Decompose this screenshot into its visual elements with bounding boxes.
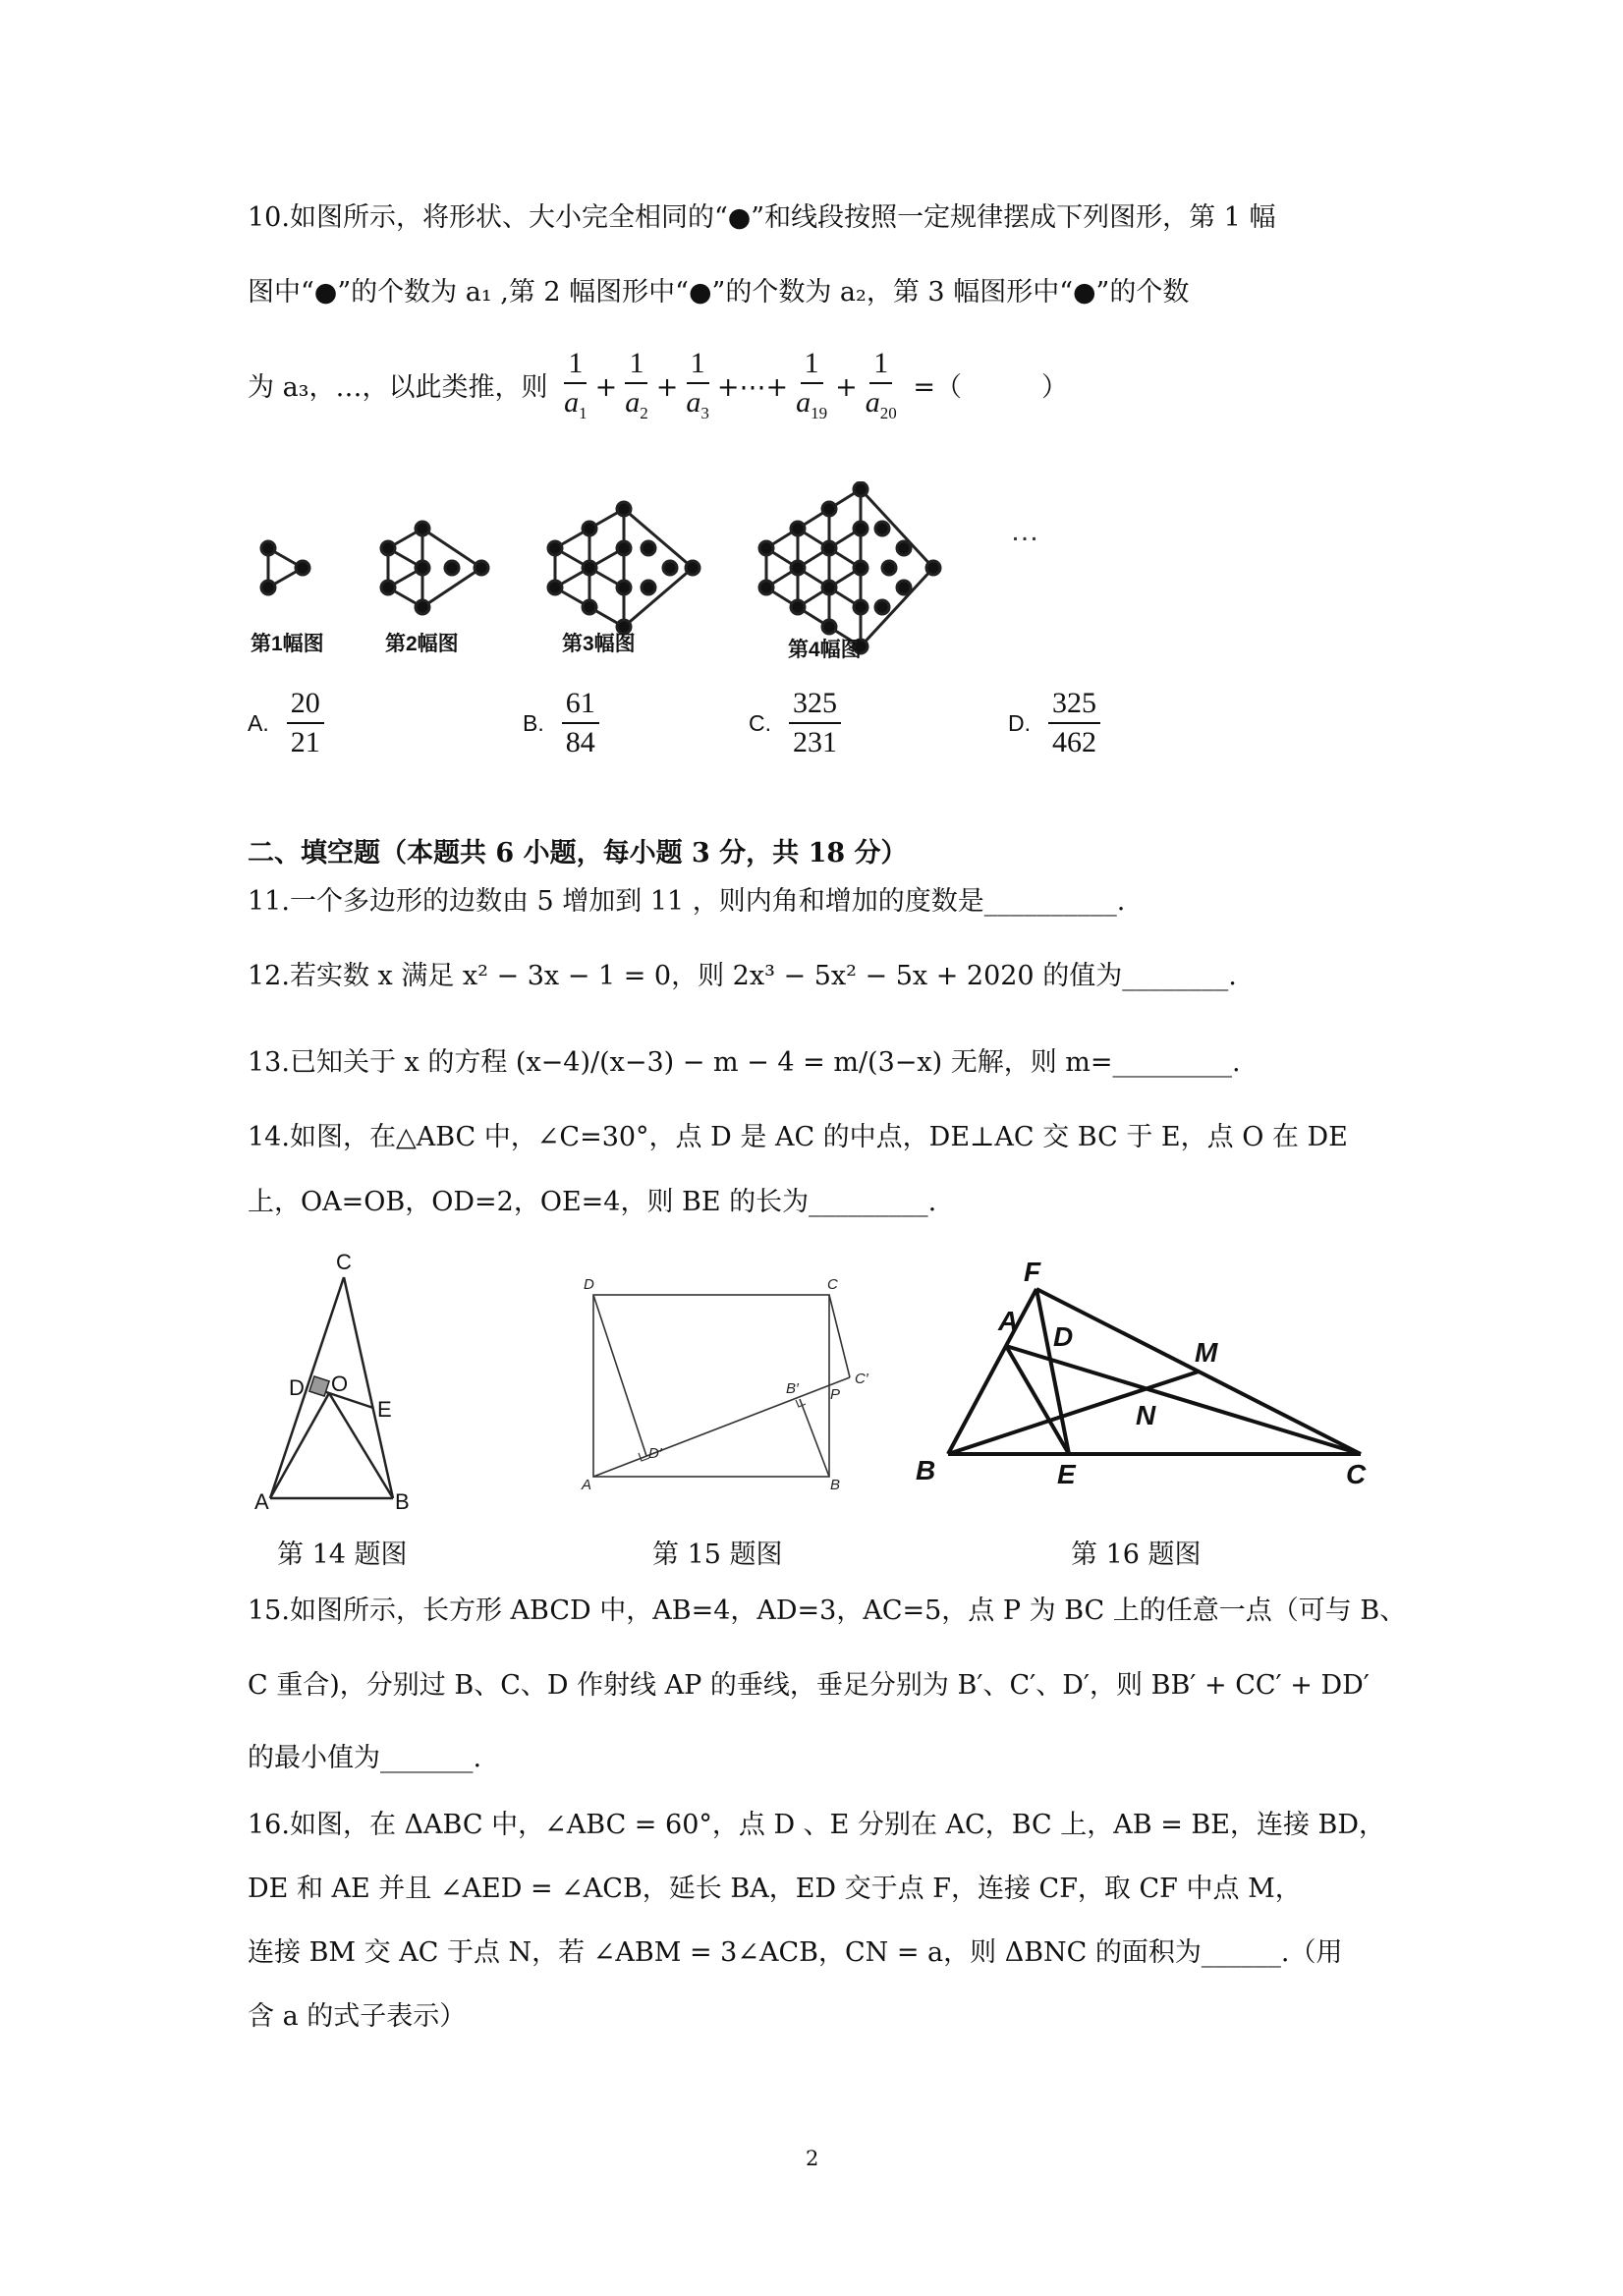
- section-title: 二、填空题（本题共 6 小题，每小题 3 分，共 18 分）: [248, 838, 908, 868]
- fig15-label-d: D: [584, 1276, 594, 1293]
- fig16-label-f: F: [1024, 1257, 1041, 1287]
- figure-2: [381, 522, 488, 614]
- fig15-caption: 第 15 题图: [652, 1540, 783, 1570]
- option-c-num: 325: [789, 688, 841, 724]
- option-d-label: D.: [1008, 709, 1031, 736]
- option-c[interactable]: [749, 688, 845, 758]
- fig16-label-c: C: [1346, 1459, 1367, 1489]
- fig16-label-b: B: [916, 1455, 936, 1485]
- fig14-label-c: C: [336, 1250, 352, 1274]
- page-number: 2: [806, 2147, 819, 2170]
- q13-text: 13.已知关于 x 的方程 (x−4)/(x−3) − m − 4 = m/(3−x) 无解，则 m=_________.: [248, 1047, 1241, 1078]
- option-b-den: 84: [565, 726, 595, 758]
- fig14-label-a: A: [254, 1489, 269, 1513]
- figure-14: [246, 1248, 442, 1513]
- fig15-label-c-prime: C′: [855, 1371, 868, 1387]
- option-d-den: 462: [1052, 726, 1096, 758]
- sum-term-20: $\frac{1}{a_{20}}$: [865, 347, 897, 422]
- q10-line1: 10.如图所示，将形状、大小完全相同的“●”和线段按照一定规律摆成下列图形，第 1 幅: [248, 202, 1276, 233]
- fig15-label-b: B: [830, 1477, 841, 1493]
- sum-term-19: $\frac{1}{a_{19}}$: [796, 347, 828, 422]
- q14-line1: 14.如图，在△ABC 中，∠C=30°，点 D 是 AC 的中点，DE⊥AC 交 BC 于 E，点 O 在 DE: [248, 1122, 1348, 1152]
- ellipsis: …: [1010, 515, 1039, 547]
- option-d[interactable]: [1008, 688, 1104, 758]
- figure-label-1: 第1幅图: [251, 633, 324, 655]
- fig14-caption: 第 14 题图: [277, 1540, 408, 1570]
- option-b-num: 61: [562, 688, 599, 724]
- figure-1: [261, 541, 309, 594]
- option-c-den: 231: [793, 726, 837, 758]
- q12-text: 12.若实数 x 满足 x² − 3x − 1 = 0，则 2x³ − 5x² − 5x + 2020 的值为________.: [248, 961, 1237, 991]
- sum-term-1: $\frac{1}{a_1}$: [564, 347, 588, 422]
- q10-line3-suffix: =（ ）: [913, 372, 1068, 403]
- q16-line1: 16.如图，在 ΔABC 中，∠ABC = 60°，点 D 、E 分别在 AC，BC 上，AB = BE，连接 BD，: [248, 1810, 1386, 1840]
- option-a-den: 21: [290, 726, 320, 758]
- q10-dot-figures: [246, 481, 1061, 678]
- fig14-label-d: D: [289, 1375, 305, 1400]
- figure-label-2: 第2幅图: [385, 633, 459, 655]
- q10-line2: 图中“●”的个数为 a₁ ,第 2 幅图形中“●”的个数为 a₂，第 3 幅图形中“●”的个数: [248, 277, 1190, 308]
- figure-15: [570, 1267, 904, 1503]
- figure-3: [548, 502, 700, 634]
- option-a-label: A.: [248, 709, 269, 736]
- fig16-label-n: N: [1136, 1400, 1156, 1430]
- fig16-label-a: A: [998, 1306, 1019, 1336]
- figure-16: [904, 1248, 1395, 1503]
- q11-text: 11.一个多边形的边数由 5 增加到 11 ，则内角和增加的度数是__________.: [248, 886, 1126, 917]
- fig16-label-m: M: [1195, 1337, 1218, 1368]
- fig14-label-e: E: [377, 1397, 392, 1422]
- fig15-label-a: A: [582, 1477, 592, 1493]
- option-a-num: 20: [287, 688, 324, 724]
- fig16-caption: 第 16 题图: [1071, 1540, 1202, 1570]
- sum-term-3: $\frac{1}{a_3}$: [686, 347, 709, 422]
- q16-line2: DE 和 AE 并且 ∠AED = ∠ACB，延长 BA，ED 交于点 F，连接 CF，取 CF 中点 M，: [248, 1874, 1302, 1904]
- fig15-label-d-prime: D′: [648, 1445, 662, 1462]
- fig15-label-p: P: [830, 1386, 841, 1403]
- q15-line2: C 重合)，分别过 B、C、D 作射线 AP 的垂线，垂足分别为 B′、C′、D′，则 BB′ + CC′ + DD′: [248, 1670, 1370, 1701]
- option-b-label: B.: [523, 709, 544, 736]
- option-c-label: C.: [749, 709, 771, 736]
- q16-line4: 含 a 的式子表示）: [248, 2001, 467, 2032]
- fig16-label-d: D: [1053, 1321, 1074, 1352]
- option-b[interactable]: [523, 688, 603, 758]
- fig15-label-b-prime: B′: [786, 1380, 799, 1397]
- fig15-label-c: C: [827, 1276, 838, 1293]
- q10-line3: 为 a₃，…，以此类推，则 $\frac{1}{a_1}$ + $\frac{1}{a_2}$ + $\frac{1}{a_3}$ +⋯+ $\frac{1}{a_{19}}$ + $\frac{1}{a_{20}}$ =（ ）: [248, 348, 1068, 429]
- sum-term-2: $\frac{1}{a_2}$: [625, 347, 648, 422]
- fig14-label-b: B: [395, 1489, 410, 1513]
- q10-line3-prefix: 为 a₃，…，以此类推，则: [248, 372, 548, 403]
- q14-line2: 上，OA=OB，OD=2，OE=4，则 BE 的长为_________.: [248, 1187, 937, 1217]
- figure-4: [759, 482, 940, 653]
- q16-line3: 连接 BM 交 AC 于点 N，若 ∠ABM = 3∠ACB，CN = a，则 ΔBNC 的面积为______.（用: [248, 1937, 1343, 1968]
- option-d-num: 325: [1048, 688, 1100, 724]
- fig14-label-o: O: [331, 1372, 349, 1396]
- option-a[interactable]: [248, 688, 328, 758]
- q15-line3: 的最小值为_______.: [248, 1743, 482, 1773]
- figure-label-4: 第4幅图: [788, 639, 862, 661]
- q15-line1: 15.如图所示，长方形 ABCD 中，AB=4，AD=3，AC=5，点 P 为 BC 上的任意一点（可与 B、: [248, 1596, 1407, 1626]
- fig16-label-e: E: [1057, 1459, 1076, 1489]
- figure-label-3: 第3幅图: [562, 633, 636, 655]
